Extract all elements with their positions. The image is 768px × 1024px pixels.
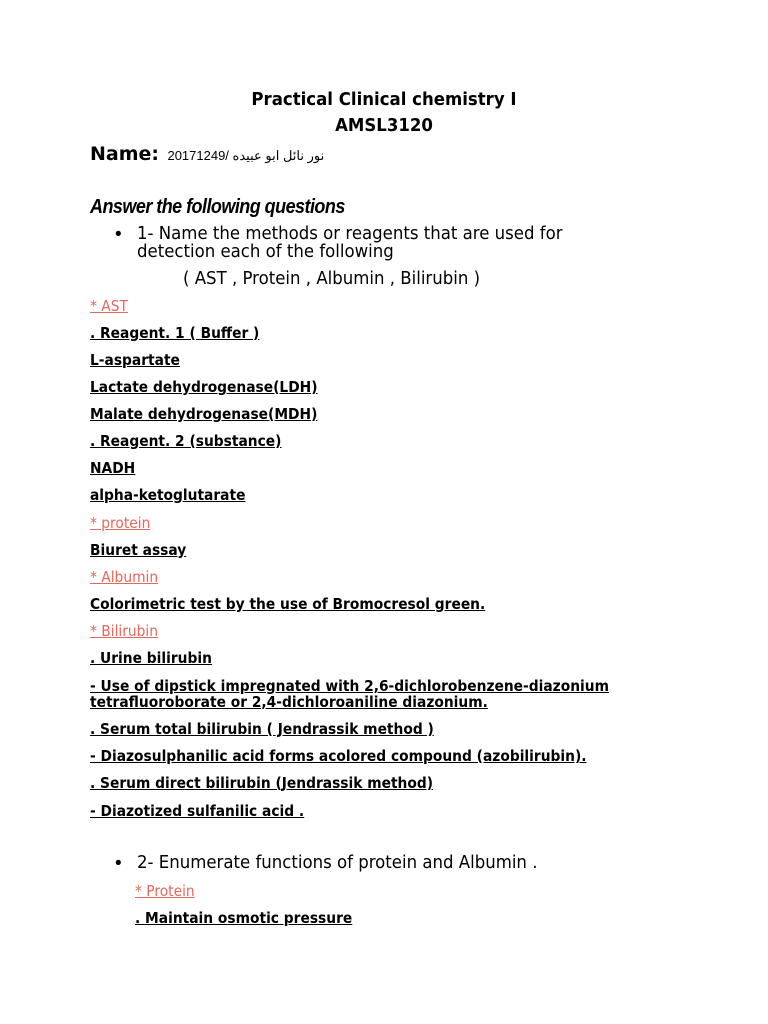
answer-line: Malate dehydrogenase(MDH) xyxy=(90,405,318,423)
name-row xyxy=(90,143,324,171)
answer-line: - Diazosulphanilic acid forms acolored compound (azobilirubin). xyxy=(90,747,587,765)
answer-line: NADH xyxy=(90,459,136,477)
answer-line: alpha-ketoglutarate xyxy=(90,486,246,504)
answer-line: . Urine bilirubin xyxy=(90,649,212,667)
answer-line: . Maintain osmotic pressure xyxy=(135,909,353,927)
answer-heading-bilirubin: * Bilirubin xyxy=(90,622,159,640)
answer-line: . Serum direct bilirubin (Jendrassik method) xyxy=(90,774,434,792)
course-code: AMSL3120 xyxy=(335,115,433,136)
answer-line: Biuret assay xyxy=(90,541,187,559)
answer-line: - Use of dipstick impregnated with 2,6-dichlorobenzene-diazonium xyxy=(90,677,609,695)
answer-line: - Diazotized sulfanilic acid . xyxy=(90,802,305,820)
answer-heading-protein: * protein xyxy=(90,514,151,532)
name-label: Name: xyxy=(90,143,160,165)
name-value: 20171249/ نور نائل ابو عبيده xyxy=(167,148,325,163)
answer-heading-albumin: * Albumin xyxy=(90,568,159,586)
question-1-line-3: ( AST , Protein , Albumin , Bilirubin ) xyxy=(183,268,481,289)
answer-line: Colorimetric test by the use of Bromocresol green. xyxy=(90,595,486,613)
answer-line: . Reagent. 2 (substance) xyxy=(90,432,282,450)
bullet-question-1: • xyxy=(115,224,122,245)
answer-heading-protein-2: * Protein xyxy=(135,882,195,900)
answer-line: . Reagent. 1 ( Buffer ) xyxy=(90,324,260,342)
question-2-line-1: 2- Enumerate functions of protein and Albumin . xyxy=(137,852,538,873)
answer-line: tetrafluoroborate or 2,4-dichloroaniline diazonium. xyxy=(90,693,488,711)
answer-line: . Serum total bilirubin ( Jendrassik method ) xyxy=(90,720,434,738)
answer-heading-ast: * AST xyxy=(90,297,128,315)
instructions-heading: Answer the following questions xyxy=(90,196,345,218)
document-title: Practical Clinical chemistry I xyxy=(251,89,517,110)
question-1-line-2: detection each of the following xyxy=(137,241,394,262)
question-1-line-1: 1- Name the methods or reagents that are used for xyxy=(137,223,563,244)
bullet-question-2: • xyxy=(115,853,122,874)
answer-line: Lactate dehydrogenase(LDH) xyxy=(90,378,318,396)
answer-line: L-aspartate xyxy=(90,351,180,369)
